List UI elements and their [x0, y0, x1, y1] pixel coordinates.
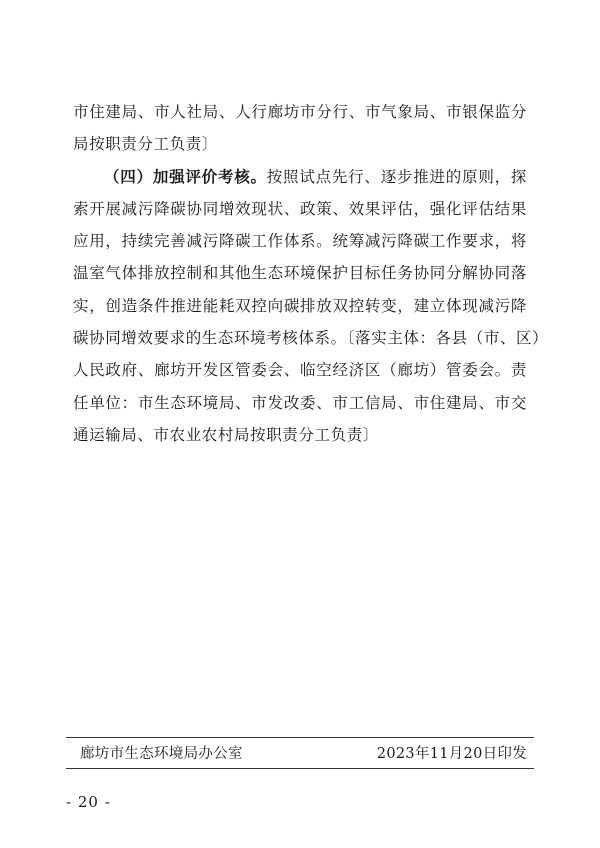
text-line: 温室气体排放控制和其他生态环境保护目标任务协同分解协同落 [73, 264, 527, 283]
text-line: 局按职责分工负责〕 [73, 135, 218, 154]
text-line: 任单位：市生态环境局、市发改委、市工信局、市住建局、市交 [73, 393, 527, 412]
text-line: 实，创造条件推进能耗双控向碳排放双控转变，建立体现减污降 [73, 296, 527, 315]
text-line: 碳协同增效要求的生态环境考核体系。〔落实主体：各县（市、区） [73, 329, 549, 348]
text-line: 应用，持续完善减污降碳工作体系。统筹减污降碳工作要求，将 [73, 232, 527, 251]
text-line: 市住建局、市人社局、人行廊坊市分行、市气象局、市银保监分 [73, 103, 527, 121]
section-first-line [73, 161, 527, 193]
issuer: 廊坊市生态环境局办公室 [80, 746, 243, 762]
body-text [73, 96, 549, 451]
text-line: 通运输局、市农业农村局按职责分工负责〕 [73, 425, 379, 444]
page-number: - 20 - [66, 793, 111, 811]
section-first-line-text: 按照试点先行、逐步推进的原则，探 [266, 167, 527, 186]
text-line: 索开展减污降碳协同增效现状、政策、效果评估，强化评估结果 [73, 199, 527, 218]
footer-rule-top [66, 737, 534, 738]
footer-rule-bottom [66, 768, 534, 769]
issue-date: 2023年11月20日印发 [376, 746, 527, 762]
section-heading: （四）加强评价考核。 [104, 167, 267, 186]
text-line: 人民政府、廊坊开发区管委会、临空经济区（廊坊）管委会。责 [73, 361, 527, 380]
